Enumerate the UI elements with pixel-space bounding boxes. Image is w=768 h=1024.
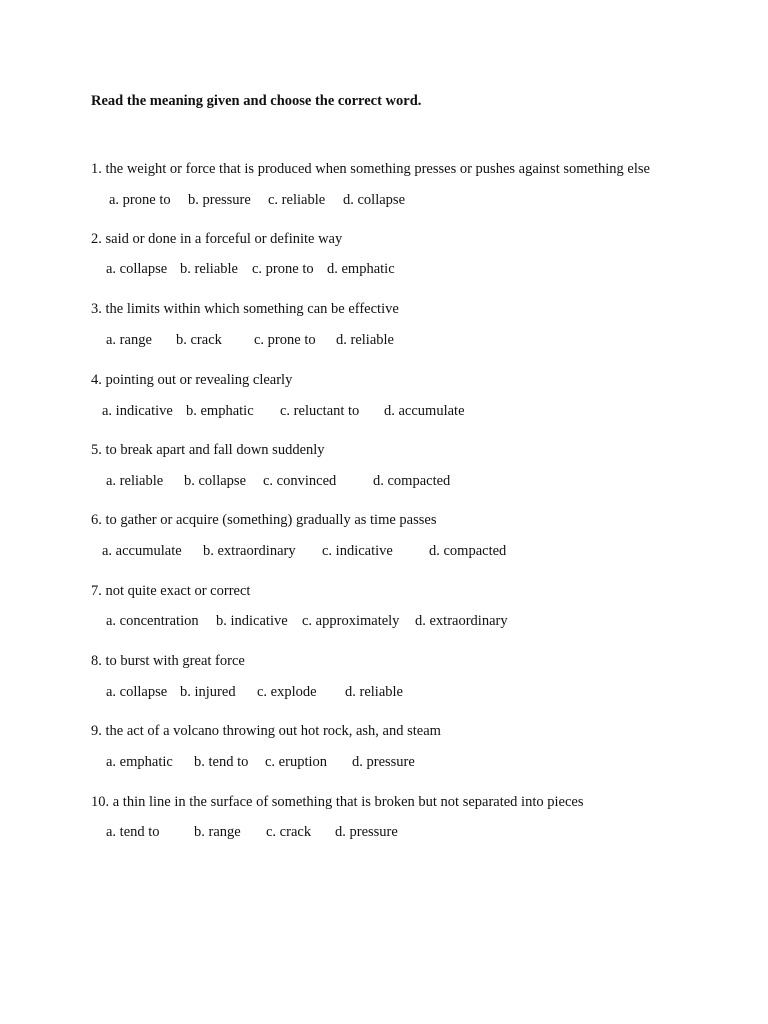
question-4-option-d: d. accumulate	[384, 403, 465, 419]
question-6-option-a: a. accumulate	[102, 543, 182, 559]
question-3-option-a: a. range	[106, 332, 152, 348]
question-1-option-a: a. prone to	[109, 192, 171, 208]
question-10-option-a: a. tend to	[106, 824, 160, 840]
question-9-option-a: a. emphatic	[106, 754, 173, 770]
question-9-option-c: c. eruption	[265, 754, 328, 770]
question-10-option-c: c. crack	[266, 824, 312, 840]
question-5-option-a: a. reliable	[106, 473, 164, 489]
question-1-option-d: d. collapse	[343, 192, 406, 208]
question-8-option-c: c. explode	[257, 684, 317, 700]
question-1-option-c: c. reliable	[268, 192, 326, 208]
question-5-option-c: c. convinced	[263, 473, 337, 489]
question-4-option-a: a. indicative	[102, 403, 173, 419]
question-2-option-b: b. reliable	[180, 261, 238, 277]
question-4-prompt: 4. pointing out or revealing clearly	[91, 372, 293, 388]
question-7-prompt: 7. not quite exact or correct	[91, 583, 251, 599]
question-2-option-a: a. collapse	[106, 261, 168, 277]
instruction-heading: Read the meaning given and choose the correct word.	[91, 93, 422, 109]
question-7-option-a: a. concentration	[106, 613, 199, 629]
question-8-option-b: b. injured	[180, 684, 236, 700]
question-9-prompt: 9. the act of a volcano throwing out hot rock, ash, and steam	[91, 723, 441, 739]
question-8-option-a: a. collapse	[106, 684, 168, 700]
question-6-option-d: d. compacted	[429, 543, 507, 559]
question-3-prompt: 3. the limits within which something can be effective	[91, 301, 399, 317]
question-6-option-c: c. indicative	[322, 543, 393, 559]
question-2-option-c: c. prone to	[252, 261, 314, 277]
question-1-prompt: 1. the weight or force that is produced when something presses or pushes against something else	[91, 161, 650, 177]
question-5-option-d: d. compacted	[373, 473, 451, 489]
question-9-option-b: b. tend to	[194, 754, 249, 770]
question-1-option-b: b. pressure	[188, 192, 251, 208]
question-6-prompt: 6. to gather or acquire (something) gradually as time passes	[91, 512, 437, 528]
question-6-option-b: b. extraordinary	[203, 543, 296, 559]
question-5-option-b: b. collapse	[184, 473, 247, 489]
question-10-prompt: 10. a thin line in the surface of something that is broken but not separated into pieces	[91, 794, 584, 810]
question-9-option-d: d. pressure	[352, 754, 415, 770]
question-10-option-d: d. pressure	[335, 824, 398, 840]
question-2-option-d: d. emphatic	[327, 261, 395, 277]
question-10-option-b: b. range	[194, 824, 241, 840]
question-3-option-c: c. prone to	[254, 332, 316, 348]
question-8-option-d: d. reliable	[345, 684, 403, 700]
question-7-option-c: c. approximately	[302, 613, 400, 629]
question-4-option-c: c. reluctant to	[280, 403, 360, 419]
question-7-option-b: b. indicative	[216, 613, 288, 629]
question-3-option-d: d. reliable	[336, 332, 394, 348]
question-7-option-d: d. extraordinary	[415, 613, 508, 629]
question-2-prompt: 2. said or done in a forceful or definite way	[91, 231, 343, 247]
question-4-option-b: b. emphatic	[186, 403, 254, 419]
question-5-prompt: 5. to break apart and fall down suddenly	[91, 442, 325, 458]
question-8-prompt: 8. to burst with great force	[91, 653, 245, 669]
question-3-option-b: b. crack	[176, 332, 222, 348]
